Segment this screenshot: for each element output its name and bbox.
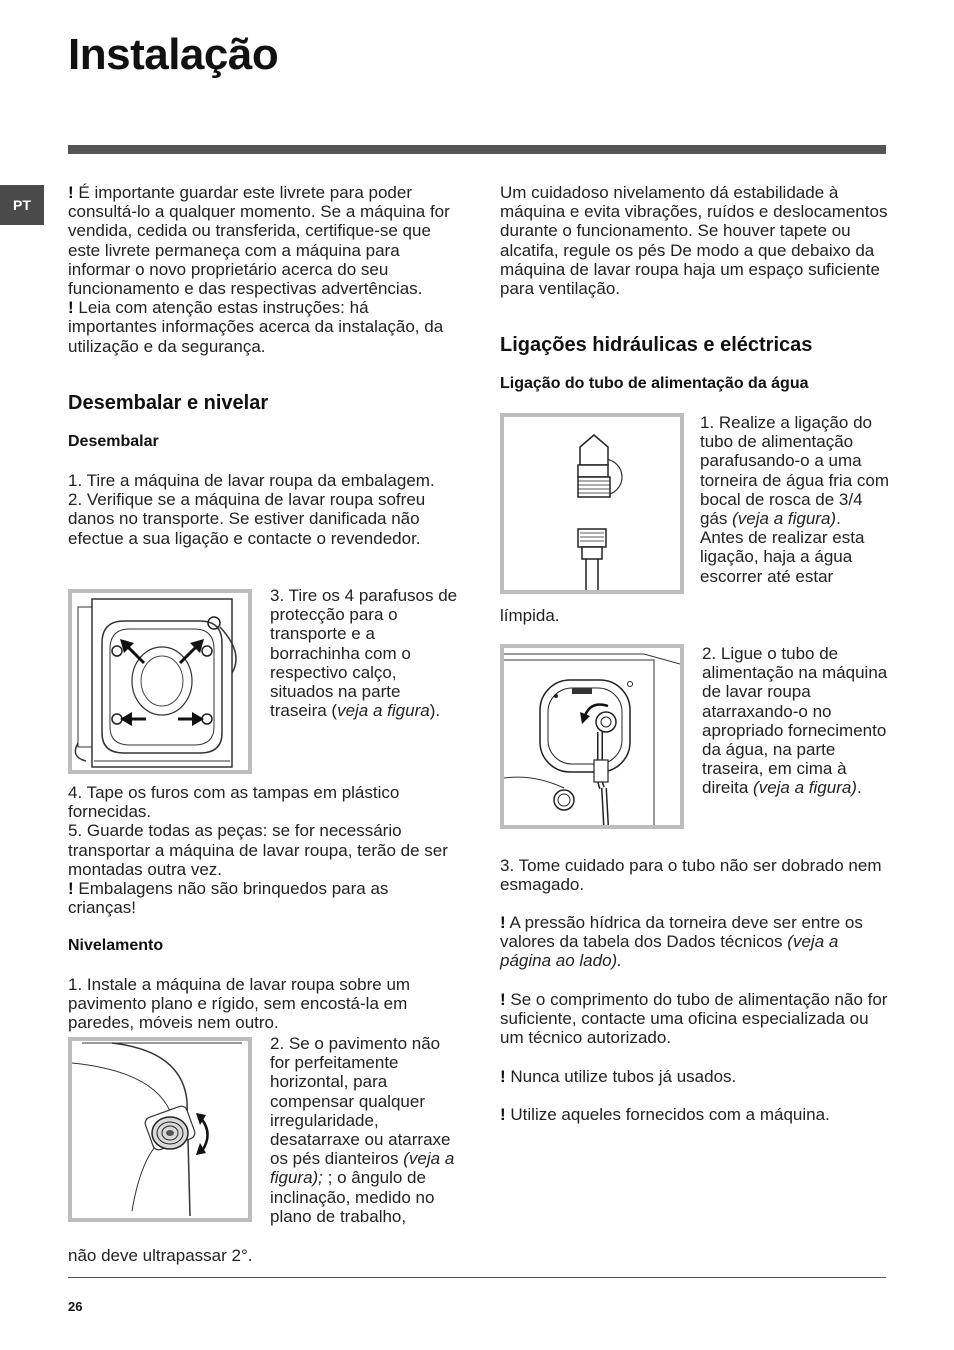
intro-paragraph-1: ! É importante guardar este livrete para poder consultá-lo a qualquer momento. Se a máquina for vendida, cedida ou transferida, certifique-se que este livrete permaneça com a máquina para informar o novo proprietário acerca do seu funcionamento e das respectivas advertências. ! Leia com atenção estas instruções: há importantes informações acerca da instalação, da utilização e da segurança.	[68, 183, 450, 356]
subheading-water-hose: Ligação do tubo de alimentação da água	[500, 375, 809, 392]
warning-mark: !	[500, 990, 506, 1009]
figure-reference: (veja a figura)	[753, 778, 857, 798]
unpack-steps-1-2: 1. Tire a máquina de lavar roupa da embalagem. 2. Verifique se a máquina de lavar roupa sofreu danos no transporte. Se estiver danificada não efectue a sua ligação e contacte o revendedor.	[68, 471, 435, 548]
warning-mark: !	[500, 1067, 506, 1086]
warning-hose-length: ! Se o comprimento do tubo de alimentação não for suficiente, contacte uma oficina especializada ou um técnico autorizado.	[500, 990, 888, 1048]
page-reference: (veja a página ao lado).	[500, 932, 839, 971]
machine-inlet-illustration	[504, 648, 680, 825]
subheading-unpack: Desembalar	[68, 433, 159, 450]
packaging-warning: Embalagens não são brinquedos para as crianças!	[68, 879, 389, 918]
leveling-step-2: 2. Se o pavimento não for perfeitamente horizontal, para compensar qualquer irregularidade, desatarraxe ou atarraxe os pés dianteiros (veja a figura); ; o ângulo de inclinação, medido no plano de trabalho,	[270, 1034, 455, 1226]
warning-supplied-hoses: ! Utilize aqueles fornecidos com a máquina.	[500, 1105, 830, 1124]
hose-step-3: 3. Tome cuidado para o tubo não ser dobrado nem esmagado.	[500, 856, 882, 895]
figure-reference: (veja a figura)	[732, 509, 837, 529]
figure-leveling-foot	[68, 1037, 252, 1222]
figure-reference: (veja a figura);	[270, 1149, 455, 1188]
language-tab: PT	[0, 185, 44, 225]
unpack-step-3: 3. Tire os 4 parafusos de protecção para o transporte e a borrachinha com o respectivo calço, situados na parte traseira (veja a figura).	[270, 586, 458, 721]
warning-mark: !	[68, 879, 74, 899]
warning-used-hoses: ! Nunca utilize tubos já usados.	[500, 1067, 737, 1086]
warning-mark: !	[500, 913, 506, 932]
intro-paragraph-2: Leia com atenção estas instruções: há importantes informações acerca da instalação, da utilização e da segurança.	[68, 298, 444, 356]
figure-transport-bolts	[68, 589, 252, 774]
figure-tap-connection	[500, 413, 684, 594]
title-divider	[68, 145, 886, 154]
hose-step-1-tail: límpida.	[500, 606, 560, 625]
section-heading-unpack-level: Desembalar e nivelar	[68, 392, 269, 414]
leveling-step-1: 1. Instale a máquina de lavar roupa sobre um pavimento plano e rígido, sem encostá-la em paredes, móveis nem outro.	[68, 975, 411, 1033]
warning-mark: !	[68, 298, 74, 318]
page-title: Instalação	[68, 30, 279, 79]
figure-machine-inlet	[500, 644, 684, 829]
figure-reference: veja a figura	[337, 701, 430, 721]
machine-rear-illustration	[72, 593, 248, 770]
warning-mark: !	[68, 183, 74, 202]
section-heading-connections: Ligações hidráulicas e eléctricas	[500, 334, 813, 356]
subheading-leveling: Nivelamento	[68, 937, 164, 954]
leveling-step-2-tail: não deve ultrapassar 2°.	[68, 1246, 253, 1265]
unpack-steps-4-5: 4. Tape os furos com as tampas em plástico fornecidas. 5. Guarde todas as peças: se for necessário transportar a máquina de lavar roupa, terão de ser montadas outra vez. ! Embalagens não são brinquedos para as crianças!	[68, 783, 448, 918]
page-number: 26	[68, 1299, 83, 1314]
leveling-note: Um cuidadoso nivelamento dá estabilidade à máquina e evita vibrações, ruídos e deslocamentos durante o funcionamento. Se houver tapete ou alcatifa, regule os pés De modo a que debaixo da máquina de lavar roupa haja um espaço suficiente para ventilação.	[500, 183, 888, 299]
leveling-foot-illustration	[72, 1041, 248, 1218]
hose-step-2: 2. Ligue o tubo de alimentação na máquina de lavar roupa atarraxando-o no apropriado fornecimento da água, na parte traseira, em cima à direita (veja a figura).	[702, 644, 888, 798]
warning-mark: !	[500, 1105, 506, 1124]
hose-step-1: 1. Realize a ligação do tubo de alimentação parafusando-o a uma torneira de água fria com bocal de rosca de 3/4 gás (veja a figura). Antes de realizar esta ligação, haja a água escorrer até estar	[700, 413, 889, 586]
footer-divider	[68, 1277, 886, 1278]
tap-hose-illustration	[504, 417, 680, 590]
warning-pressure: ! A pressão hídrica da torneira deve ser entre os valores da tabela dos Dados técnicos (veja a página ao lado).	[500, 913, 863, 971]
